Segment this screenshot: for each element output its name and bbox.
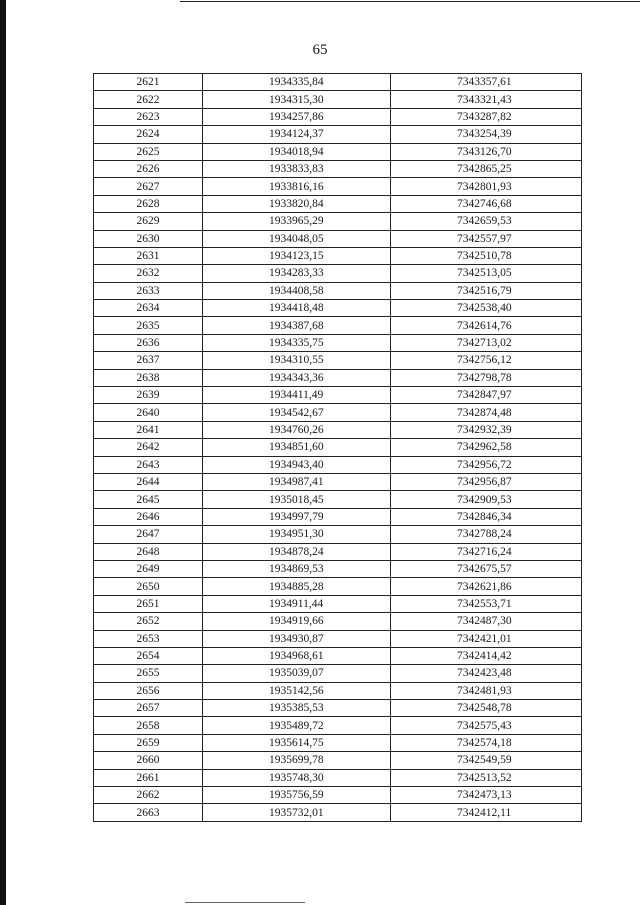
y-coordinate-cell: 7342788,24 bbox=[391, 526, 582, 543]
x-coordinate-cell: 1934124,37 bbox=[203, 126, 391, 143]
point-number-cell: 2656 bbox=[94, 682, 203, 699]
table-row bbox=[94, 230, 582, 247]
x-coordinate-cell: 1933820,84 bbox=[203, 195, 391, 212]
y-coordinate-cell: 7342801,93 bbox=[391, 178, 582, 195]
x-coordinate-cell: 1934257,86 bbox=[203, 108, 391, 125]
table-row bbox=[94, 213, 582, 230]
point-number-cell: 2632 bbox=[94, 265, 203, 282]
point-number-cell: 2641 bbox=[94, 421, 203, 438]
y-coordinate-cell: 7342414,42 bbox=[391, 647, 582, 664]
table-row bbox=[94, 108, 582, 125]
table-row bbox=[94, 665, 582, 682]
point-number-cell: 2630 bbox=[94, 230, 203, 247]
point-number-cell: 2624 bbox=[94, 126, 203, 143]
point-number-cell: 2648 bbox=[94, 543, 203, 560]
y-coordinate-cell: 7342962,58 bbox=[391, 439, 582, 456]
table-row bbox=[94, 195, 582, 212]
point-number-cell: 2637 bbox=[94, 352, 203, 369]
point-number-cell: 2649 bbox=[94, 560, 203, 577]
y-coordinate-cell: 7343357,61 bbox=[391, 74, 582, 91]
y-coordinate-cell: 7342621,86 bbox=[391, 578, 582, 595]
x-coordinate-cell: 1934951,30 bbox=[203, 526, 391, 543]
table-row bbox=[94, 160, 582, 177]
table-row bbox=[94, 787, 582, 804]
y-coordinate-cell: 7342675,57 bbox=[391, 560, 582, 577]
x-coordinate-cell: 1934335,84 bbox=[203, 74, 391, 91]
table-row bbox=[94, 734, 582, 751]
y-coordinate-cell: 7342746,68 bbox=[391, 195, 582, 212]
x-coordinate-cell: 1935039,07 bbox=[203, 665, 391, 682]
y-coordinate-cell: 7343321,43 bbox=[391, 91, 582, 108]
point-number-cell: 2659 bbox=[94, 734, 203, 751]
table-row bbox=[94, 334, 582, 351]
table-row bbox=[94, 752, 582, 769]
y-coordinate-cell: 7342513,05 bbox=[391, 265, 582, 282]
point-number-cell: 2633 bbox=[94, 282, 203, 299]
x-coordinate-cell: 1934411,49 bbox=[203, 387, 391, 404]
point-number-cell: 2645 bbox=[94, 491, 203, 508]
page-edge-top bbox=[180, 1, 640, 2]
x-coordinate-cell: 1935142,56 bbox=[203, 682, 391, 699]
coordinates-table bbox=[93, 73, 582, 822]
x-coordinate-cell: 1935018,45 bbox=[203, 491, 391, 508]
table-row bbox=[94, 404, 582, 421]
y-coordinate-cell: 7342473,13 bbox=[391, 787, 582, 804]
x-coordinate-cell: 1934919,66 bbox=[203, 613, 391, 630]
x-coordinate-cell: 1934943,40 bbox=[203, 456, 391, 473]
y-coordinate-cell: 7342423,48 bbox=[391, 665, 582, 682]
y-coordinate-cell: 7342487,30 bbox=[391, 613, 582, 630]
y-coordinate-cell: 7342510,78 bbox=[391, 247, 582, 264]
y-coordinate-cell: 7342956,72 bbox=[391, 456, 582, 473]
y-coordinate-cell: 7342574,18 bbox=[391, 734, 582, 751]
y-coordinate-cell: 7342713,02 bbox=[391, 334, 582, 351]
point-number-cell: 2621 bbox=[94, 74, 203, 91]
table-row bbox=[94, 265, 582, 282]
point-number-cell: 2623 bbox=[94, 108, 203, 125]
point-number-cell: 2643 bbox=[94, 456, 203, 473]
y-coordinate-cell: 7342874,48 bbox=[391, 404, 582, 421]
y-coordinate-cell: 7342549,59 bbox=[391, 752, 582, 769]
x-coordinate-cell: 1934048,05 bbox=[203, 230, 391, 247]
y-coordinate-cell: 7342412,11 bbox=[391, 804, 582, 821]
point-number-cell: 2660 bbox=[94, 752, 203, 769]
x-coordinate-cell: 1934878,24 bbox=[203, 543, 391, 560]
y-coordinate-cell: 7342756,12 bbox=[391, 352, 582, 369]
x-coordinate-cell: 1934018,94 bbox=[203, 143, 391, 160]
point-number-cell: 2652 bbox=[94, 613, 203, 630]
y-coordinate-cell: 7342421,01 bbox=[391, 630, 582, 647]
table-row bbox=[94, 352, 582, 369]
page-edge-bottom bbox=[185, 902, 305, 903]
point-number-cell: 2636 bbox=[94, 334, 203, 351]
table-row bbox=[94, 769, 582, 786]
point-number-cell: 2628 bbox=[94, 195, 203, 212]
x-coordinate-cell: 1934930,87 bbox=[203, 630, 391, 647]
y-coordinate-cell: 7342956,87 bbox=[391, 473, 582, 490]
y-coordinate-cell: 7342614,76 bbox=[391, 317, 582, 334]
x-coordinate-cell: 1933816,16 bbox=[203, 178, 391, 195]
point-number-cell: 2646 bbox=[94, 508, 203, 525]
x-coordinate-cell: 1934310,55 bbox=[203, 352, 391, 369]
x-coordinate-cell: 1934911,44 bbox=[203, 595, 391, 612]
x-coordinate-cell: 1934283,33 bbox=[203, 265, 391, 282]
y-coordinate-cell: 7342909,53 bbox=[391, 491, 582, 508]
x-coordinate-cell: 1934343,36 bbox=[203, 369, 391, 386]
x-coordinate-cell: 1934315,30 bbox=[203, 91, 391, 108]
x-coordinate-cell: 1934760,26 bbox=[203, 421, 391, 438]
y-coordinate-cell: 7342557,97 bbox=[391, 230, 582, 247]
x-coordinate-cell: 1934335,75 bbox=[203, 334, 391, 351]
table-row bbox=[94, 282, 582, 299]
table-row bbox=[94, 717, 582, 734]
page-edge-left bbox=[0, 0, 6, 905]
y-coordinate-cell: 7342481,93 bbox=[391, 682, 582, 699]
table-row bbox=[94, 682, 582, 699]
y-coordinate-cell: 7342516,79 bbox=[391, 282, 582, 299]
point-number-cell: 2653 bbox=[94, 630, 203, 647]
point-number-cell: 2640 bbox=[94, 404, 203, 421]
table-row bbox=[94, 74, 582, 91]
point-number-cell: 2626 bbox=[94, 160, 203, 177]
x-coordinate-cell: 1933833,83 bbox=[203, 160, 391, 177]
x-coordinate-cell: 1934987,41 bbox=[203, 473, 391, 490]
x-coordinate-cell: 1935614,75 bbox=[203, 734, 391, 751]
point-number-cell: 2634 bbox=[94, 300, 203, 317]
x-coordinate-cell: 1934968,61 bbox=[203, 647, 391, 664]
y-coordinate-cell: 7342846,34 bbox=[391, 508, 582, 525]
table-row bbox=[94, 143, 582, 160]
point-number-cell: 2662 bbox=[94, 787, 203, 804]
table-row bbox=[94, 247, 582, 264]
x-coordinate-cell: 1935748,30 bbox=[203, 769, 391, 786]
point-number-cell: 2658 bbox=[94, 717, 203, 734]
y-coordinate-cell: 7342553,71 bbox=[391, 595, 582, 612]
table-row bbox=[94, 700, 582, 717]
point-number-cell: 2627 bbox=[94, 178, 203, 195]
table-row bbox=[94, 439, 582, 456]
table-row bbox=[94, 473, 582, 490]
table-row bbox=[94, 647, 582, 664]
point-number-cell: 2663 bbox=[94, 804, 203, 821]
point-number-cell: 2625 bbox=[94, 143, 203, 160]
point-number-cell: 2639 bbox=[94, 387, 203, 404]
table-row bbox=[94, 456, 582, 473]
table-row bbox=[94, 317, 582, 334]
point-number-cell: 2655 bbox=[94, 665, 203, 682]
point-number-cell: 2642 bbox=[94, 439, 203, 456]
point-number-cell: 2647 bbox=[94, 526, 203, 543]
point-number-cell: 2631 bbox=[94, 247, 203, 264]
x-coordinate-cell: 1935385,53 bbox=[203, 700, 391, 717]
x-coordinate-cell: 1935756,59 bbox=[203, 787, 391, 804]
point-number-cell: 2650 bbox=[94, 578, 203, 595]
point-number-cell: 2622 bbox=[94, 91, 203, 108]
table-row bbox=[94, 595, 582, 612]
table-row bbox=[94, 178, 582, 195]
point-number-cell: 2638 bbox=[94, 369, 203, 386]
table-row bbox=[94, 91, 582, 108]
x-coordinate-cell: 1935732,01 bbox=[203, 804, 391, 821]
y-coordinate-cell: 7342548,78 bbox=[391, 700, 582, 717]
x-coordinate-cell: 1934885,28 bbox=[203, 578, 391, 595]
point-number-cell: 2635 bbox=[94, 317, 203, 334]
table-row bbox=[94, 578, 582, 595]
table-row bbox=[94, 300, 582, 317]
table-row bbox=[94, 630, 582, 647]
x-coordinate-cell: 1934408,58 bbox=[203, 282, 391, 299]
table-row bbox=[94, 126, 582, 143]
y-coordinate-cell: 7342513,52 bbox=[391, 769, 582, 786]
point-number-cell: 2644 bbox=[94, 473, 203, 490]
table-row bbox=[94, 613, 582, 630]
x-coordinate-cell: 1935699,78 bbox=[203, 752, 391, 769]
y-coordinate-cell: 7342538,40 bbox=[391, 300, 582, 317]
table-row bbox=[94, 491, 582, 508]
x-coordinate-cell: 1935489,72 bbox=[203, 717, 391, 734]
y-coordinate-cell: 7342798,78 bbox=[391, 369, 582, 386]
y-coordinate-cell: 7342932,39 bbox=[391, 421, 582, 438]
y-coordinate-cell: 7342865,25 bbox=[391, 160, 582, 177]
y-coordinate-cell: 7342659,53 bbox=[391, 213, 582, 230]
y-coordinate-cell: 7343254,39 bbox=[391, 126, 582, 143]
table-row bbox=[94, 421, 582, 438]
table-row bbox=[94, 387, 582, 404]
y-coordinate-cell: 7342575,43 bbox=[391, 717, 582, 734]
table-row bbox=[94, 508, 582, 525]
point-number-cell: 2629 bbox=[94, 213, 203, 230]
y-coordinate-cell: 7342847,97 bbox=[391, 387, 582, 404]
x-coordinate-cell: 1934851,60 bbox=[203, 439, 391, 456]
page-number: 65 bbox=[312, 42, 328, 58]
point-number-cell: 2661 bbox=[94, 769, 203, 786]
y-coordinate-cell: 7343287,82 bbox=[391, 108, 582, 125]
x-coordinate-cell: 1934542,67 bbox=[203, 404, 391, 421]
point-number-cell: 2657 bbox=[94, 700, 203, 717]
point-number-cell: 2651 bbox=[94, 595, 203, 612]
x-coordinate-cell: 1933965,29 bbox=[203, 213, 391, 230]
y-coordinate-cell: 7343126,70 bbox=[391, 143, 582, 160]
x-coordinate-cell: 1934123,15 bbox=[203, 247, 391, 264]
table-row bbox=[94, 369, 582, 386]
table-row bbox=[94, 526, 582, 543]
table-row bbox=[94, 560, 582, 577]
point-number-cell: 2654 bbox=[94, 647, 203, 664]
x-coordinate-cell: 1934387,68 bbox=[203, 317, 391, 334]
x-coordinate-cell: 1934418,48 bbox=[203, 300, 391, 317]
x-coordinate-cell: 1934997,79 bbox=[203, 508, 391, 525]
coordinates-table-body bbox=[94, 74, 582, 822]
table-row bbox=[94, 543, 582, 560]
y-coordinate-cell: 7342716,24 bbox=[391, 543, 582, 560]
table-row bbox=[94, 804, 582, 821]
x-coordinate-cell: 1934869,53 bbox=[203, 560, 391, 577]
